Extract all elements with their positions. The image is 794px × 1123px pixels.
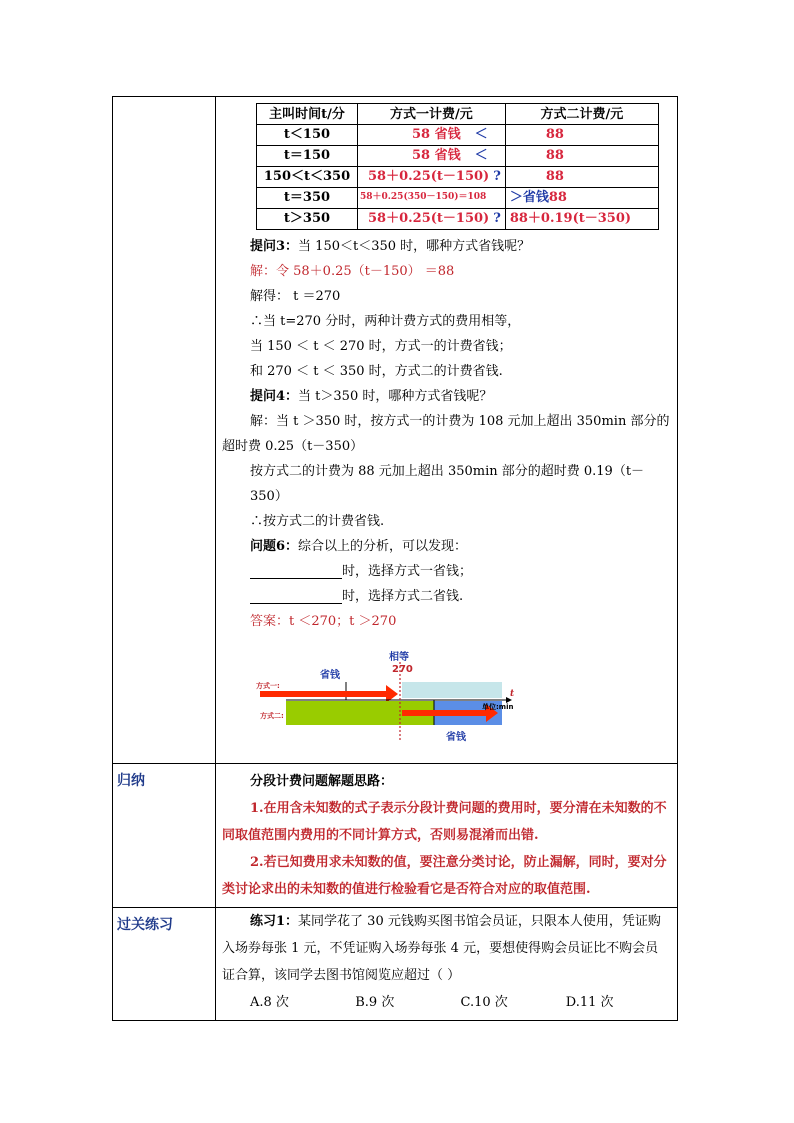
empty-cell	[113, 97, 216, 764]
answer-blank	[250, 587, 342, 604]
option-b: B.9 次	[355, 995, 395, 1010]
row-exercise	[113, 908, 678, 1021]
region-green	[286, 701, 402, 725]
header-method1: 方式一计费/元	[358, 104, 506, 125]
q3-text: 当 150＜t＜350 时，哪种方式省钱呢？	[298, 239, 531, 254]
cond-cell: 150＜t＜350	[257, 167, 358, 188]
m1-cell	[358, 209, 506, 230]
a4-line3: 按方式二的计费为 88 元加上超出 350min 部分的超时费 0.19（t－350）	[250, 464, 645, 504]
m1-value: 58＋0.25(t－150)	[368, 211, 490, 226]
exercise-label: 过关练习	[117, 917, 173, 933]
exercise-intro-label: 练习1：	[250, 914, 299, 929]
m2-cell: 88	[505, 146, 658, 167]
summary-point-1: 1.在用含未知数的式子表示分段计费问题的费用时，要分清在未知数的不同取值范围内费用的不同计算方式，否则易混淆而出错.	[222, 801, 667, 843]
compare-sign: ＜	[474, 148, 488, 163]
a4-line1: 解：当 t ＞350 时，按方式一的计费为 108 元加上超出 350min 部分的	[250, 414, 670, 429]
cond-cell: t＝150	[257, 146, 358, 167]
cond-cell: t＜150	[257, 125, 358, 146]
summary-point-2: 2.若已知费用求未知数的值，要注意分类讨论，防止漏解，同时，要对分类讨论求出的未知数的值进行检验看它是否符合对应的取值范围.	[222, 855, 667, 897]
billing-row	[257, 167, 659, 188]
summary-title: 分段计费问题解题思路：	[250, 774, 394, 789]
m1-cell	[358, 146, 506, 167]
q4-text: 当 t＞350 时，哪种方式省钱呢？	[298, 389, 493, 404]
billing-row	[257, 146, 659, 167]
exercise-options	[222, 989, 671, 1016]
label-method1: 方式一:	[256, 682, 280, 690]
option-a: A.8 次	[250, 995, 289, 1010]
content-cell	[216, 97, 678, 764]
compare-sign: ＜	[474, 127, 488, 142]
compare-sign: ＞省钱	[509, 190, 549, 205]
region-light-blue	[402, 682, 502, 698]
a3-line1: 解：令 58＋0.25（t－150） ＝88	[250, 264, 455, 279]
m2-cell: 88	[505, 125, 658, 146]
label-save-2: 省钱	[446, 732, 466, 743]
label-save-1: 省钱	[320, 670, 340, 681]
exercise-label-cell	[113, 908, 216, 1021]
a3-line2: 解得： t ＝270	[250, 289, 341, 304]
m2-cell: 88＋0.19(t－350)	[505, 209, 658, 230]
label-270: 270	[392, 664, 413, 675]
row-summary	[113, 764, 678, 908]
p6-label: 问题6：	[250, 539, 299, 554]
header-method2: 方式二计费/元	[505, 104, 658, 125]
compare-sign: ?	[493, 169, 501, 184]
billing-diagram	[256, 648, 516, 744]
m2-value: 88	[548, 190, 567, 205]
label-unit: 单位:min	[482, 703, 514, 711]
a3-line3: ∴当 t=270 分时，两种计费方式的费用相等，	[250, 314, 521, 329]
summary-label-cell	[113, 764, 216, 908]
compare-sign: ?	[493, 211, 501, 226]
summary-label: 归纳	[117, 773, 145, 789]
m1-value: 58＋0.25(t－150)	[368, 169, 490, 184]
p6-line1: 时，选择方式一省钱；	[342, 564, 473, 579]
label-method2: 方式二:	[260, 712, 284, 720]
exercise-intro-text: 某同学花了 30 元钱购买图书馆会员证，只限本人使用，凭证购入场券每张 1 元，不凭证购入场券每张 4 元，要想使得购会员证比不购会员证合算，该同学去图书馆阅览应超过（ ）	[222, 914, 661, 983]
m1-value: 58 省钱	[412, 127, 461, 142]
m1-value: 58 省钱	[412, 148, 461, 163]
summary-cell	[216, 764, 678, 908]
m2-cell	[505, 188, 658, 209]
billing-row	[257, 209, 659, 230]
header-time: 主叫时间t/分	[257, 104, 358, 125]
billing-table	[256, 103, 659, 230]
billing-row	[257, 188, 659, 209]
lesson-table	[112, 96, 678, 1021]
a3-line5: 和 270 ＜ t ＜ 350 时，方式二的计费省钱.	[250, 364, 503, 379]
m1-cell	[358, 167, 506, 188]
m2-cell: 88	[505, 167, 658, 188]
billing-header	[257, 104, 659, 125]
cond-cell: t＝350	[257, 188, 358, 209]
q3-label: 提问3：	[250, 239, 299, 254]
option-d: D.11 次	[565, 995, 614, 1010]
label-equal: 相等	[389, 652, 409, 663]
option-c: C.10 次	[460, 995, 508, 1010]
m1-cell: 58＋0.25(350－150)＝108	[358, 188, 506, 209]
a4-line4: ∴按方式二的计费省钱.	[250, 514, 385, 529]
m1-cell	[358, 125, 506, 146]
a4-line2: 超时费 0.25（t－350）	[222, 439, 364, 454]
exercise-cell	[216, 908, 678, 1021]
answer-text: 答案：t ＜270；t ＞270	[250, 614, 397, 629]
billing-row	[257, 125, 659, 146]
a3-line4: 当 150 ＜ t ＜ 270 时，方式一的计费省钱；	[250, 339, 512, 354]
q4-label: 提问4：	[250, 389, 299, 404]
row-content	[113, 97, 678, 764]
answer-blank	[250, 562, 342, 579]
p6-line2: 时，选择方式二省钱.	[342, 589, 464, 604]
axis-label-t: t	[510, 689, 515, 699]
cond-cell: t＞350	[257, 209, 358, 230]
p6-text: 综合以上的分析，可以发现：	[298, 539, 468, 554]
